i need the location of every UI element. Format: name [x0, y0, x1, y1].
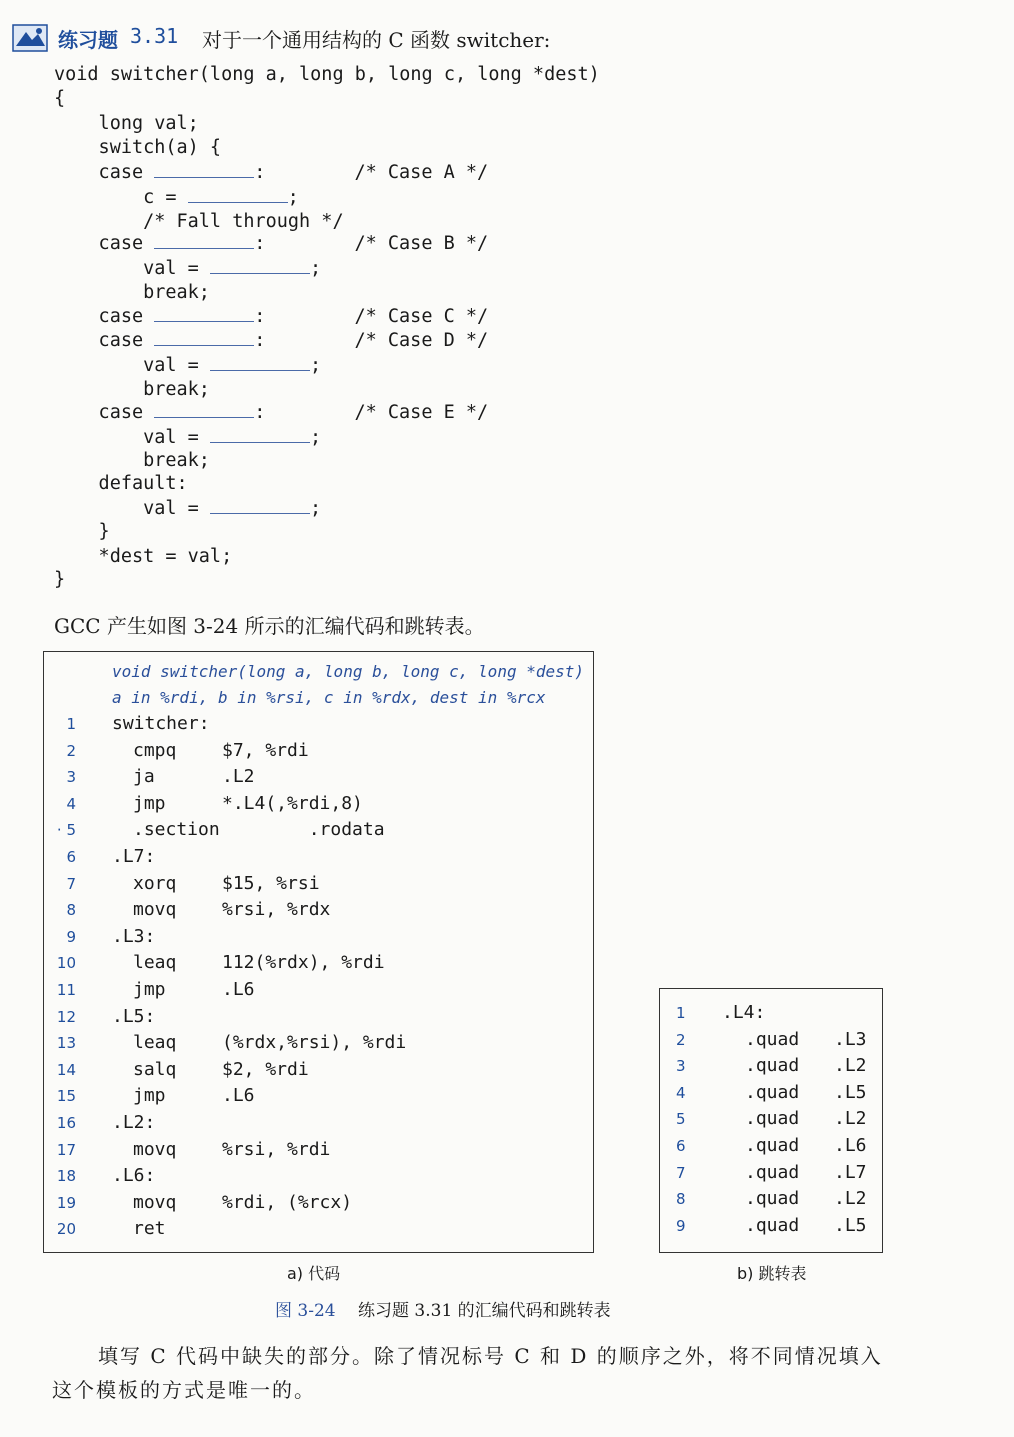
fill-in-blank [154, 333, 254, 346]
jump-table-target: .L6 [834, 1135, 867, 1156]
jump-table-line-number: 6 [676, 1137, 686, 1155]
jump-table-directive: .quad [745, 1081, 800, 1103]
asm-operands: 112(%rdx), %rdi [222, 952, 385, 974]
asm-label: switcher: [112, 713, 210, 734]
exercise-icon [12, 24, 48, 52]
c-code-line: case : /* Case E */ [54, 402, 489, 423]
c-code-line: val = ; [54, 355, 322, 376]
c-code-line: break; [54, 379, 210, 400]
c-code-line: long val; [54, 113, 199, 134]
asm-instruction: jmp [133, 1085, 166, 1107]
asm-operands: $2, %rdi [222, 1058, 309, 1080]
jump-table-line-number: 1 [676, 1004, 686, 1022]
jump-table-target: .L7 [834, 1161, 867, 1183]
jump-table-target: .L5 [834, 1081, 867, 1103]
jump-table-line-number: 5 [676, 1110, 686, 1129]
asm-operands: $7, %rdi [222, 739, 309, 761]
asm-line-number: 18 [56, 1167, 76, 1186]
c-code-line: val = ; [54, 258, 322, 279]
jump-table-directive: .quad [745, 1055, 800, 1077]
c-code-line: case : /* Case C */ [54, 306, 489, 327]
asm-instruction: movq [133, 1138, 177, 1160]
c-code-line: /* Fall through */ [54, 211, 344, 232]
asm-instruction: jmp [133, 792, 166, 814]
jump-table-label: .L4: [722, 1002, 766, 1023]
asm-line-number: 7 [66, 874, 76, 893]
c-code-line: } [54, 521, 110, 542]
exercise-intro: 对于一个通用结构的 C 函数 switcher: [202, 28, 551, 52]
asm-operands: .L2 [222, 766, 255, 788]
asm-register-map: a in %rdi, b in %rsi, c in %rdx, dest in %rcx [112, 688, 546, 707]
c-code-line: switch(a) { [54, 137, 222, 158]
asm-operands: %rdi, (%rcx) [222, 1191, 353, 1213]
asm-label: .L2: [112, 1112, 156, 1133]
jump-table-target: .L3 [834, 1028, 867, 1050]
asm-line-number: 16 [56, 1114, 76, 1132]
c-code-line: { [54, 88, 66, 109]
asm-instruction: movq [133, 899, 177, 921]
asm-instruction: leaq [133, 952, 177, 974]
fill-in-blank [210, 261, 310, 274]
c-code-line: val = ; [54, 498, 322, 519]
task-text-line2: 这个模板的方式是唯一的。 [52, 1378, 316, 1402]
fill-in-blank [210, 430, 310, 443]
asm-line-number: 12 [56, 1007, 76, 1026]
c-code-line: default: [54, 473, 188, 494]
jump-table-directive: .quad [745, 1028, 800, 1050]
asm-operands: .L6 [222, 979, 255, 1000]
c-code-line: *dest = val; [54, 546, 233, 567]
caption-b: b) 跳转表 [737, 1264, 807, 1283]
asm-operands: .L6 [222, 1085, 255, 1107]
fill-in-blank [154, 165, 254, 178]
fill-in-blank [154, 236, 254, 249]
asm-line-number: 4 [66, 794, 76, 813]
jump-table-line-number: 3 [676, 1057, 686, 1076]
asm-instruction: leaq [133, 1032, 177, 1054]
asm-line-number: · 5 [56, 821, 76, 840]
fill-in-blank [154, 405, 254, 418]
asm-line-number: 13 [56, 1034, 76, 1053]
asm-operands: %rsi, %rdi [222, 1138, 331, 1160]
task-text-line1: 填写 C 代码中缺失的部分。除了情况标号 C 和 D 的顺序之外，将不同情况填入 [98, 1344, 883, 1368]
c-code-line: break; [54, 282, 210, 303]
asm-line-number: 3 [66, 768, 76, 787]
exercise-number: 3.31 [130, 24, 179, 48]
asm-instruction: movq [133, 1191, 177, 1213]
asm-instruction: ja [133, 766, 155, 788]
jump-table-target: .L2 [834, 1108, 867, 1130]
c-code-line: case : /* Case D */ [54, 330, 489, 351]
jump-table-target: .L5 [834, 1214, 867, 1236]
jump-table-line-number: 9 [676, 1216, 686, 1235]
asm-instruction: ret [133, 1218, 166, 1240]
fill-in-blank [188, 190, 288, 203]
c-code-line: break; [54, 450, 210, 471]
jump-table-directive: .quad [745, 1214, 800, 1236]
jump-table-directive: .quad [745, 1188, 800, 1210]
jump-table-target: .L2 [834, 1055, 867, 1077]
asm-operands: %rsi, %rdx [222, 899, 331, 921]
asm-instruction: .section [133, 819, 220, 841]
jump-table-directive: .quad [745, 1161, 800, 1183]
exercise-label: 练习题 [58, 28, 118, 52]
c-code-line: void switcher(long a, long b, long c, long *dest) [54, 64, 600, 85]
asm-line-number: 11 [56, 981, 76, 999]
jump-table-target: .L2 [834, 1188, 867, 1210]
asm-line-number: 20 [56, 1220, 76, 1239]
jump-table-directive: .quad [745, 1108, 800, 1130]
figure-title: 练习题 3.31 的汇编代码和跳转表 [358, 1301, 611, 1321]
jump-table-line-number: 2 [676, 1030, 686, 1049]
asm-operands: .rodata [222, 819, 385, 841]
asm-line-number: 15 [56, 1087, 76, 1106]
fill-in-blank [154, 309, 254, 322]
asm-label: .L3: [112, 925, 156, 947]
asm-instruction: cmpq [133, 739, 177, 761]
asm-line-number: 19 [56, 1193, 76, 1212]
asm-signature: void switcher(long a, long b, long c, long *dest) [112, 662, 585, 681]
jump-table-directive: .quad [745, 1135, 800, 1156]
asm-line-number: 10 [56, 954, 76, 973]
asm-line-number: 17 [56, 1140, 76, 1159]
asm-operands: (%rdx,%rsi), %rdi [222, 1032, 407, 1054]
asm-line-number: 6 [66, 848, 76, 866]
c-code-line: c = ; [54, 187, 299, 208]
asm-line-number: 9 [66, 927, 76, 946]
caption-a: a) 代码 [287, 1264, 341, 1283]
asm-operands: $15, %rsi [222, 872, 320, 894]
fill-in-blank [210, 358, 310, 371]
asm-line-number: 1 [66, 715, 76, 733]
asm-label: .L5: [112, 1005, 156, 1027]
asm-line-number: 8 [66, 901, 76, 920]
asm-instruction: jmp [133, 979, 166, 1000]
jump-table-line-number: 7 [676, 1163, 686, 1182]
jump-table-line-number: 8 [676, 1190, 686, 1209]
c-code-line: case : /* Case A */ [54, 162, 489, 183]
gcc-intro-text: GCC 产生如图 3-24 所示的汇编代码和跳转表。 [54, 614, 485, 638]
c-code-line: } [54, 569, 66, 590]
c-code-line: case : /* Case B */ [54, 233, 489, 254]
asm-instruction: xorq [133, 872, 177, 894]
asm-instruction: salq [133, 1058, 177, 1080]
asm-operands: *.L4(,%rdi,8) [222, 792, 363, 814]
asm-line-number: 14 [56, 1060, 76, 1079]
asm-label: .L6: [112, 1165, 156, 1187]
c-code-line: val = ; [54, 427, 322, 448]
asm-line-number: 2 [66, 741, 76, 760]
fill-in-blank [210, 501, 310, 514]
asm-label: .L7: [112, 846, 156, 867]
jump-table-line-number: 4 [676, 1083, 686, 1102]
figure-number: 图 3-24 [275, 1301, 336, 1321]
